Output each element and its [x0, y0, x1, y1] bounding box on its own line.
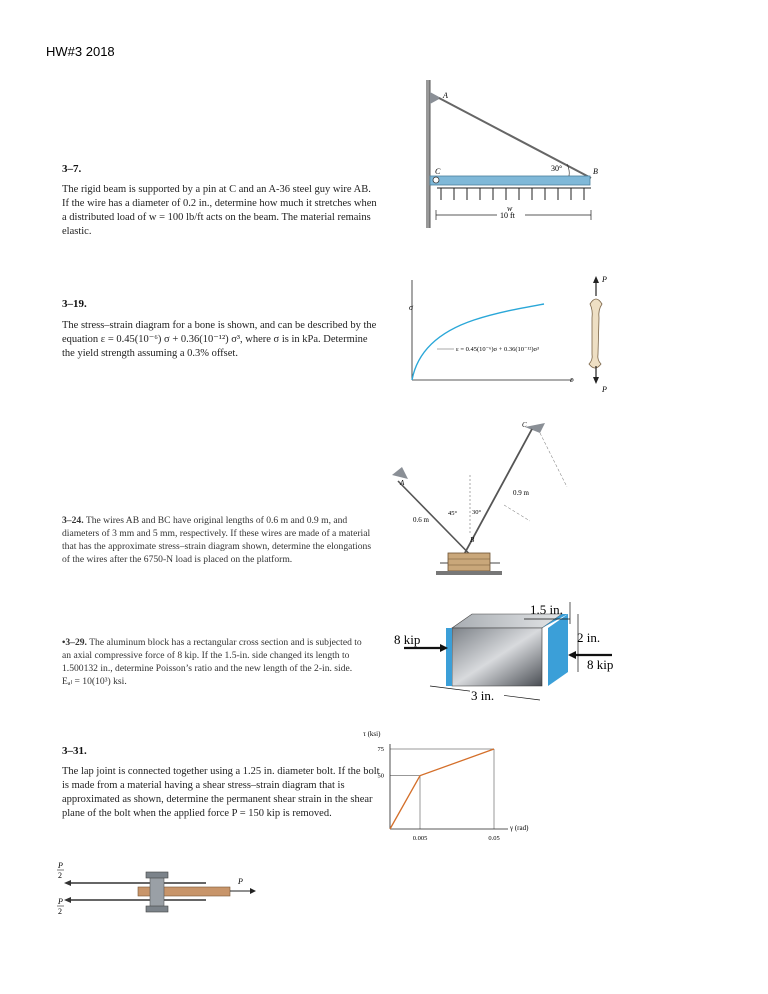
chart-ytick-50: 50 — [377, 772, 384, 780]
problem-3-24-number: 3–24. — [62, 515, 84, 526]
len-ab: 0.6 m — [413, 516, 429, 524]
rigid-beam — [430, 176, 590, 185]
wall — [426, 80, 430, 228]
angle-2: 30° — [472, 509, 482, 516]
force-left-label: 8 kip — [394, 632, 421, 647]
chart-xtick-0005: 0.005 — [412, 835, 428, 842]
bone-curve — [412, 304, 544, 380]
beam-figure — [415, 70, 605, 240]
bolt-head — [146, 872, 168, 878]
label-a: A — [443, 91, 448, 100]
span-label: 10 ft — [500, 211, 515, 220]
force-top-denominator: 2 — [58, 871, 62, 880]
problem-3-24-text: The wires AB and BC have original lengths of 0.6 m and 0.9 m, and diameters of 3 mm and 5 mm, respectively. If these wires are made of a material that has the approximate stress–strain diagram shown, determine the elongations of the wires after the 6750-N load is placed on the platform. — [62, 515, 372, 565]
wire-bc — [454, 429, 532, 573]
pin-c — [433, 177, 439, 183]
shear-chart — [360, 726, 540, 848]
chart-guides — [390, 749, 494, 829]
bone-force-top: P — [602, 275, 607, 284]
page-title: HW#3 2018 — [46, 44, 115, 59]
force-right-label: P — [238, 877, 243, 886]
wire-label-b: B — [470, 536, 475, 544]
bone-equation: ε = 0.45(10⁻⁶)σ + 0.36(10⁻¹²)σ³ — [456, 346, 539, 353]
problem-3-7-number: 3–7. — [62, 163, 82, 175]
block-front-face — [452, 628, 542, 686]
angle-1: 45° — [448, 510, 458, 517]
force-top-numerator: P — [58, 861, 63, 870]
platform — [436, 553, 502, 575]
load-label: w — [507, 204, 513, 213]
chart-y-label: τ (ksi) — [363, 730, 381, 738]
problem-3-31-text: The lap joint is connected together using a 1.25 in. diameter bolt. If the bolt is made from a material having a shear stress–strain diagram that is approximated as shown, determine the permanent shear strain in the shear plane of the bolt when the applied force P = 150 kip is removed. — [62, 766, 380, 819]
force-bottom-numerator: P — [58, 897, 63, 906]
bone-figure — [404, 268, 630, 398]
chart-x-label: γ (rad) — [510, 824, 529, 832]
block-figure — [390, 598, 630, 710]
len-bc: 0.9 m — [513, 489, 529, 497]
bolt-nut — [146, 906, 168, 912]
bone-y-label: σ — [409, 303, 413, 312]
problem-3-31-number: 3–31. — [62, 745, 87, 757]
problem-3-7-text: The rigid beam is supported by a pin at C and an A-36 steel guy wire AB. If the wire has a diameter of 0.2 in., determine how much it stretches when a distributed load of w = 100 lb/ft acts on the beam. The material remains elastic. — [62, 184, 377, 237]
problem-3-19-text: The stress–strain diagram for a bone is shown, and can be described by the equation ε = 0.45(10⁻⁶) σ + 0.36(10⁻¹²) σ³, where σ is in kPa. Determine the yield strength assuming a 0.3% offset. — [62, 320, 377, 359]
wire-label-c: C — [522, 421, 527, 429]
support-c — [525, 423, 545, 433]
block-end-left — [446, 628, 452, 686]
bolt — [150, 873, 164, 911]
dim-depth-label: 1.5 in. — [530, 602, 563, 617]
label-b: B — [593, 167, 598, 176]
bone-x-label: ε — [570, 375, 574, 384]
bone-force-bottom: P — [602, 385, 607, 394]
problem-3-29-text: The aluminum block has a rectangular cross section and is subjected to an axial compressive force of 8 kip. If the 1.5-in. side changed its length to 1.500132 in., determine Poisson’s ratio and the new length of the 2-in. side. Eₐₗ = 10(10³) ksi. — [62, 637, 362, 687]
chart-xtick-005: 0.05 — [488, 835, 500, 842]
support-a — [392, 467, 408, 479]
wire-label-a: A — [400, 479, 405, 487]
dim-height-label: 2 in. — [577, 630, 601, 645]
problem-3-24 — [62, 514, 374, 566]
bone-sketch — [589, 276, 602, 384]
force-bottom-denominator: 2 — [58, 907, 62, 916]
problem-3-29 — [62, 636, 362, 688]
dim-length-label: 3 in. — [471, 688, 495, 703]
force-right-label: 8 kip — [587, 657, 614, 672]
problem-3-19-number: 3–19. — [62, 298, 87, 310]
angle-label: 30° — [551, 164, 563, 173]
chart-ytick-75: 75 — [377, 746, 384, 753]
problem-3-29-number: •3–29. — [62, 637, 87, 648]
distributed-load-arrows — [437, 188, 591, 200]
wires-figure — [380, 415, 570, 580]
label-c: C — [435, 167, 441, 176]
lapjoint-figure — [56, 858, 266, 916]
chart-series-line — [390, 749, 494, 829]
